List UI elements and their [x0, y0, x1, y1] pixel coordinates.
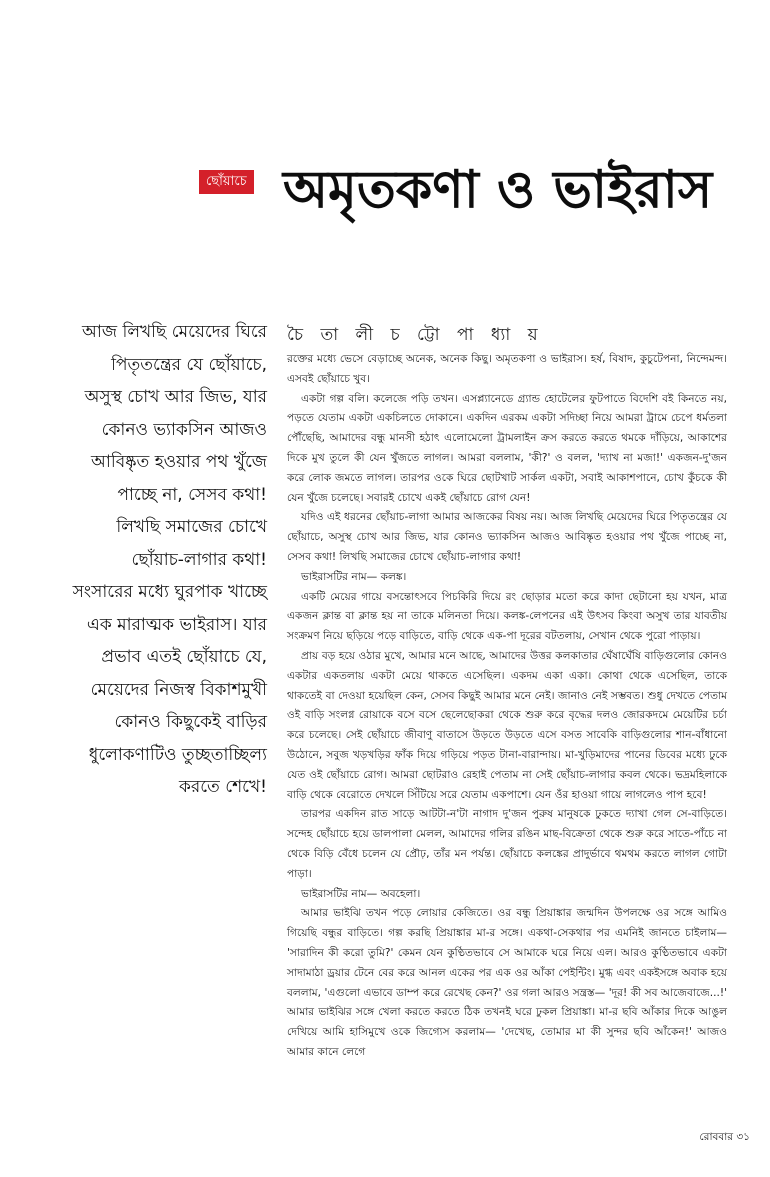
- body-paragraph: একটি মেয়ের গায়ে বসন্তোৎসবে পিচকিরি দিয়ে রং ছোড়ার মতো করে কাদা ছেটানো হয় যখন, মাত্র একজন ক্লান্ত বা ক্লান্ত হয় না তাকে মলিনতা দিয়ে। কলঙ্ক-লেপনের এই উৎসব কিংবা অসুখ তার যাবতীয় সংক্রমণ নিয়ে ছড়িয়ে পড়ে বাড়িতে, বাড়ি থেকে এক-পা দূরের বটতলায়, সেখান থেকে পুরো পাড়ায়।: [287, 590, 727, 643]
- section-tag: ছোঁয়াচে: [199, 170, 254, 194]
- body-paragraph: রক্তের মধ্যে ভেসে বেড়াচ্ছে অনেক, অনেক কিছু। অমৃতকণা ও ভাইরাস। হর্ষ, বিষাদ, কুচুটেপনা, নিন্দেমন্দ। এসবই ছোঁয়াচে খুব।: [287, 353, 727, 385]
- article-body: [287, 350, 727, 1063]
- body-paragraph: তারপর একদিন রাত সাড়ে আটটা-ন'টা নাগাদ দু'জন পুরুষ মানুষকে ঢুকতে দ্যাখা গেল সে-বাড়িতে। সন্দেহ ছোঁয়াচে হয়ে ডালপালা মেলল, আমাদের গলির রঙিন মাছ-বিক্রেতা থেকে শুরু করে সাতে-পাঁচে না থেকে বিড়ি বেঁধে চলেন যে প্রৌঢ়, তাঁর মন পর্যন্ত। ছোঁয়াচে কলঙ্কের প্রাদুর্ভাবে থমথম করতে লাগল গোটা পাড়া।: [287, 808, 727, 880]
- author-byline: চৈ তা লী চ ট্টো পা ধ্যা য়: [287, 325, 544, 345]
- article-title: অমৃতকণা ও ভাইরাস: [283, 160, 713, 220]
- body-paragraph: প্রায় বড় হয়ে ওঠার মুখে, আমার মনে আছে, আমাদের উত্তর কলকাতার ঘেঁষাঘেঁষি বাড়িগুলোর কোনও একটার একতলায় একটা মেয়ে থাকতে এসেছিল। একদম একা একা। কোথা থেকে এসেছিল, তাকে থাকতেই বা দেওয়া হয়েছিল কেন, সেসব কিছুই আমার মনে নেই। জানাও নেই সম্ভবত। শুধু দেখতে পেতাম ওই বাড়ি সংলগ্ন রোয়াকে বসে বসে ছেলেছোকরা থেকে শুরু করে বৃদ্ধের দলও জোরকদমে মেয়েটির চর্চা করে চলেছে। সেই ছোঁয়াচে জীবাণু বাতাসে উড়তে উড়তে এসে বসত সাবেকি বাড়িগুলোর শান-বাঁধানো উঠোনে, সবুজ খড়খড়ির ফাঁক দিয়ে গড়িয়ে পড়ত টানা-বারান্দায়। মা-খুড়িমাদের পানের ডিবের মধ্যে ঢুকে যেত ওই ছোঁয়াচে রোগ। আমরা ছোটরাও রেহাই পেতাম না সেই ছোঁয়াচ-লাগার কবল থেকে। ভদ্রমহিলাকে বাড়ি থেকে বেরোতে দেখলে সিঁটিয়ে সরে যেতাম একপাশে। যেন ওঁর হাওয়া গায়ে লাগলেও পাপ হবে!: [287, 649, 727, 801]
- body-paragraph: ভাইরাসটির নাম— অবহেলা।: [301, 887, 421, 900]
- body-paragraph: একটা গল্প বলি। কলেজে পড়ি তখন। এসপ্ল্যানেডে গ্র্যান্ড হোটেলের ফুটপাতে বিদেশি বই কিনতে নয়, পড়তে যেতাম একটা একচিলতে দোকানে। একদিন এরকম একটা সদিচ্ছা নিয়ে আমরা ট্রামে চেপে ধর্মতলা পৌঁছেছি, আমাদের বন্ধু মানসী হঠাৎ এলোমেলো ট্রামলাইন ক্রস করতে করতে থমকে দাঁড়িয়ে, আকাশের দিকে মুখ তুলে কী যেন খুঁজতে লাগল। আমরা বললাম, 'কী?' ও বলল, 'দ্যাখ না মজা!' একজন-দু'জন করে লোক জমতে লাগল। তারপর ওকে ঘিরে ছোটখাট সার্কল একটা, সবাই আকাশপানে, চোখ কুঁচকে কী যেন খুঁজে চলেছে। সবারই চোখে একই ছোঁয়াচে রোগ যেন!: [287, 392, 727, 504]
- pull-quote: আজ লিখছি মেয়েদের ঘিরে পিতৃতন্ত্রের যে ছোঁয়াচে, অসুস্থ চোখ আর জিভ, যার কোনও ভ্যাকসিন আজও আবিষ্কৃত হওয়ার পথ খুঁজে পাচ্ছে না, সেসব কথা! লিখছি সমাজের চোখে ছোঁয়াচ-লাগার কথা! সংসারের মধ্যে ঘুরপাক খাচ্ছে এক মারাত্মক ভাইরাস। যার প্রভাব এতই ছোঁয়াচে যে, মেয়েদের নিজস্ব বিকাশমুখী কোনও কিছুকেই বাড়ির ধুলোকণাটিও তুচ্ছতাচ্ছিল্য করতে শেখে!: [72, 322, 267, 797]
- body-paragraph: ভাইরাসটির নাম— কলঙ্ক।: [301, 570, 407, 583]
- page-footer: রোববার ৩১: [699, 1131, 750, 1143]
- body-paragraph: আমার ভাইঝি তখন পড়ে লোয়ার কেজিতে। ওর বন্ধু প্রিয়াঙ্কার জন্মদিন উপলক্ষে ওর সঙ্গে আমিও গিয়েছি বন্ধুর বাড়িতে। গল্প করছি প্রিয়াঙ্কার মা-র সঙ্গে। একথা-সেকথার পর এমনিই জানতে চাইলাম— 'সারাদিন কী করো তুমি?' কেমন যেন কুণ্ঠিতভাবে সে আমাকে ঘরে নিয়ে এল। আরও কুণ্ঠিতভাবে একটা সাদামাঠা ড্রয়ার টেনে বের করে আনল একের পর এক ওর আঁকা পেইন্টিং। মুগ্ধ এবং একইসঙ্গে অবাক হয়ে বললাম, 'এগুলো এভাবে ডাম্প করে রেখেছ কেন?' ওর গলা আরও সন্ত্রস্ত— 'দূর! কী সব আজেবাজে...!' আমার ভাইঝির সঙ্গে খেলা করতে করতে ঠিক তখনই ঘরে ঢুকল প্রিয়াঙ্কা। মা-র ছবি আঁকার দিকে আঙুল দেখিয়ে আমি হাসিমুখে ওকে জিগ্যেস করলাম— 'দেখেছ, তোমার মা কী সুন্দর ছবি আঁকেন!' আজও আমার কানে লেগে: [287, 907, 727, 1058]
- body-paragraph: যদিও এই ধরনের ছোঁয়াচ-লাগা আমার আজকের বিষয় নয়। আজ লিখছি মেয়েদের ঘিরে পিতৃতন্ত্রের যে ছোঁয়াচে, অসুস্থ চোখ আর জিভ, যার কোনও ভ্যাকসিন আজও আবিষ্কৃত হওয়ার পথ খুঁজে পাচ্ছে না, সেসব কথা! লিখছি সমাজের চোখে ছোঁয়াচ-লাগার কথা!: [287, 511, 727, 563]
